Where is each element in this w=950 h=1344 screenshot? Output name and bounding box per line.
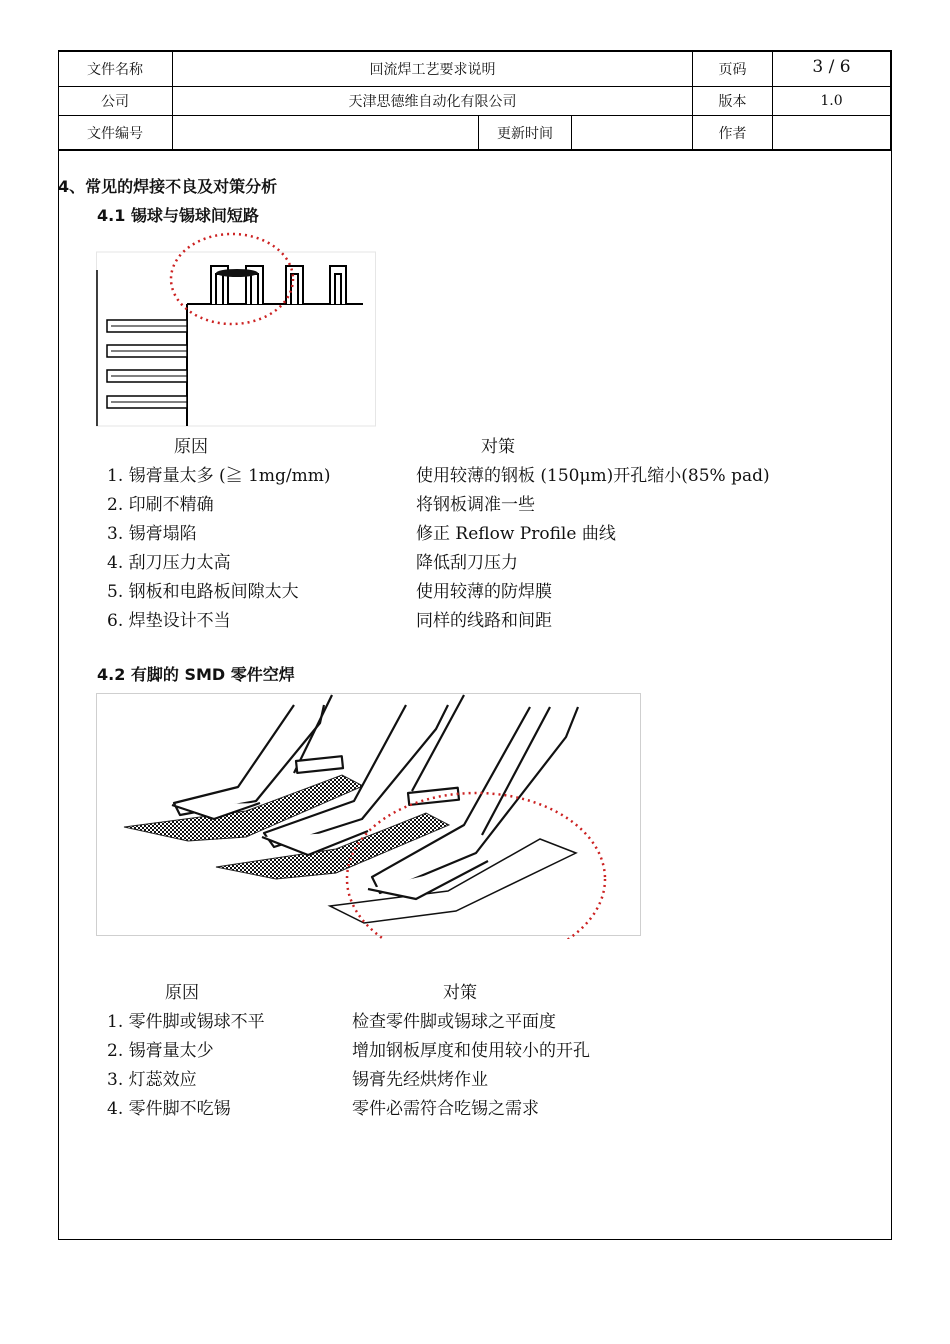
countermeasure-item: 同样的线路和间距 — [416, 611, 552, 631]
update-time-value — [572, 116, 692, 149]
update-time-label: 更新时间 — [497, 125, 553, 142]
cause-item: 4. 零件脚不吃锡 — [107, 1099, 231, 1119]
countermeasure-item: 增加钢板厚度和使用较小的开孔 — [352, 1041, 590, 1061]
page-number: 3 / 6 — [812, 57, 851, 77]
file-name-value: 回流焊工艺要求说明 — [369, 62, 496, 78]
subsection-title-4-1: 4.1 锡球与锡球间短路 — [97, 206, 259, 225]
author-value — [773, 116, 890, 149]
countermeasure-item: 锡膏先经烘烤作业 — [352, 1070, 488, 1090]
company-label: 公司 — [101, 94, 129, 110]
cause-item: 2. 印刷不精确 — [107, 495, 214, 515]
countermeasure-item: 将钢板调准一些 — [416, 495, 535, 515]
section-title: 4、常见的焊接不良及对策分析 — [58, 177, 278, 196]
subsection-title-4-2: 4.2 有脚的 SMD 零件空焊 — [97, 665, 295, 684]
version-label: 版本 — [718, 94, 747, 110]
smd-open-solder-figure — [96, 693, 642, 939]
doc-number-label: 文件编号 — [87, 125, 143, 142]
cause-item: 6. 焊垫设计不当 — [107, 611, 231, 631]
cause-item: 3. 灯蕊效应 — [107, 1070, 197, 1090]
countermeasure-item: 使用较薄的防焊膜 — [416, 582, 552, 602]
countermeasure-item: 修正 Reflow Profile 曲线 — [416, 524, 616, 544]
document-header-table — [58, 50, 892, 151]
page-label: 页码 — [718, 62, 747, 78]
doc-number-value — [173, 116, 478, 149]
fix-header-2: 对策 — [443, 983, 477, 1003]
cause-item: 3. 锡膏塌陷 — [107, 524, 197, 544]
author-label: 作者 — [718, 125, 747, 142]
cause-item: 4. 刮刀压力太高 — [107, 553, 231, 573]
bga-short-figure — [96, 230, 378, 428]
version-value: 1.0 — [820, 93, 843, 109]
countermeasure-item: 使用较薄的钢板 (150μm)开孔缩小(85% pad) — [416, 466, 770, 486]
cause-item: 2. 锡膏量太少 — [107, 1041, 214, 1061]
cause-item: 5. 钢板和电路板间隙太大 — [107, 582, 299, 602]
cause-item: 1. 锡膏量太多 (≧ 1mg/mm) — [107, 466, 331, 486]
cause-item: 1. 零件脚或锡球不平 — [107, 1012, 265, 1032]
cause-header-2: 原因 — [165, 983, 199, 1003]
countermeasure-item: 降低刮刀压力 — [416, 553, 518, 573]
countermeasure-item: 零件必需符合吃锡之需求 — [352, 1099, 539, 1119]
cause-header-1: 原因 — [174, 437, 208, 457]
fix-header-1: 对策 — [481, 437, 515, 457]
page-frame — [58, 50, 892, 1240]
company-value: 天津思德维自动化有限公司 — [348, 94, 517, 110]
countermeasure-item: 检查零件脚或锡球之平面度 — [352, 1012, 556, 1032]
file-name-label: 文件名称 — [87, 62, 143, 78]
